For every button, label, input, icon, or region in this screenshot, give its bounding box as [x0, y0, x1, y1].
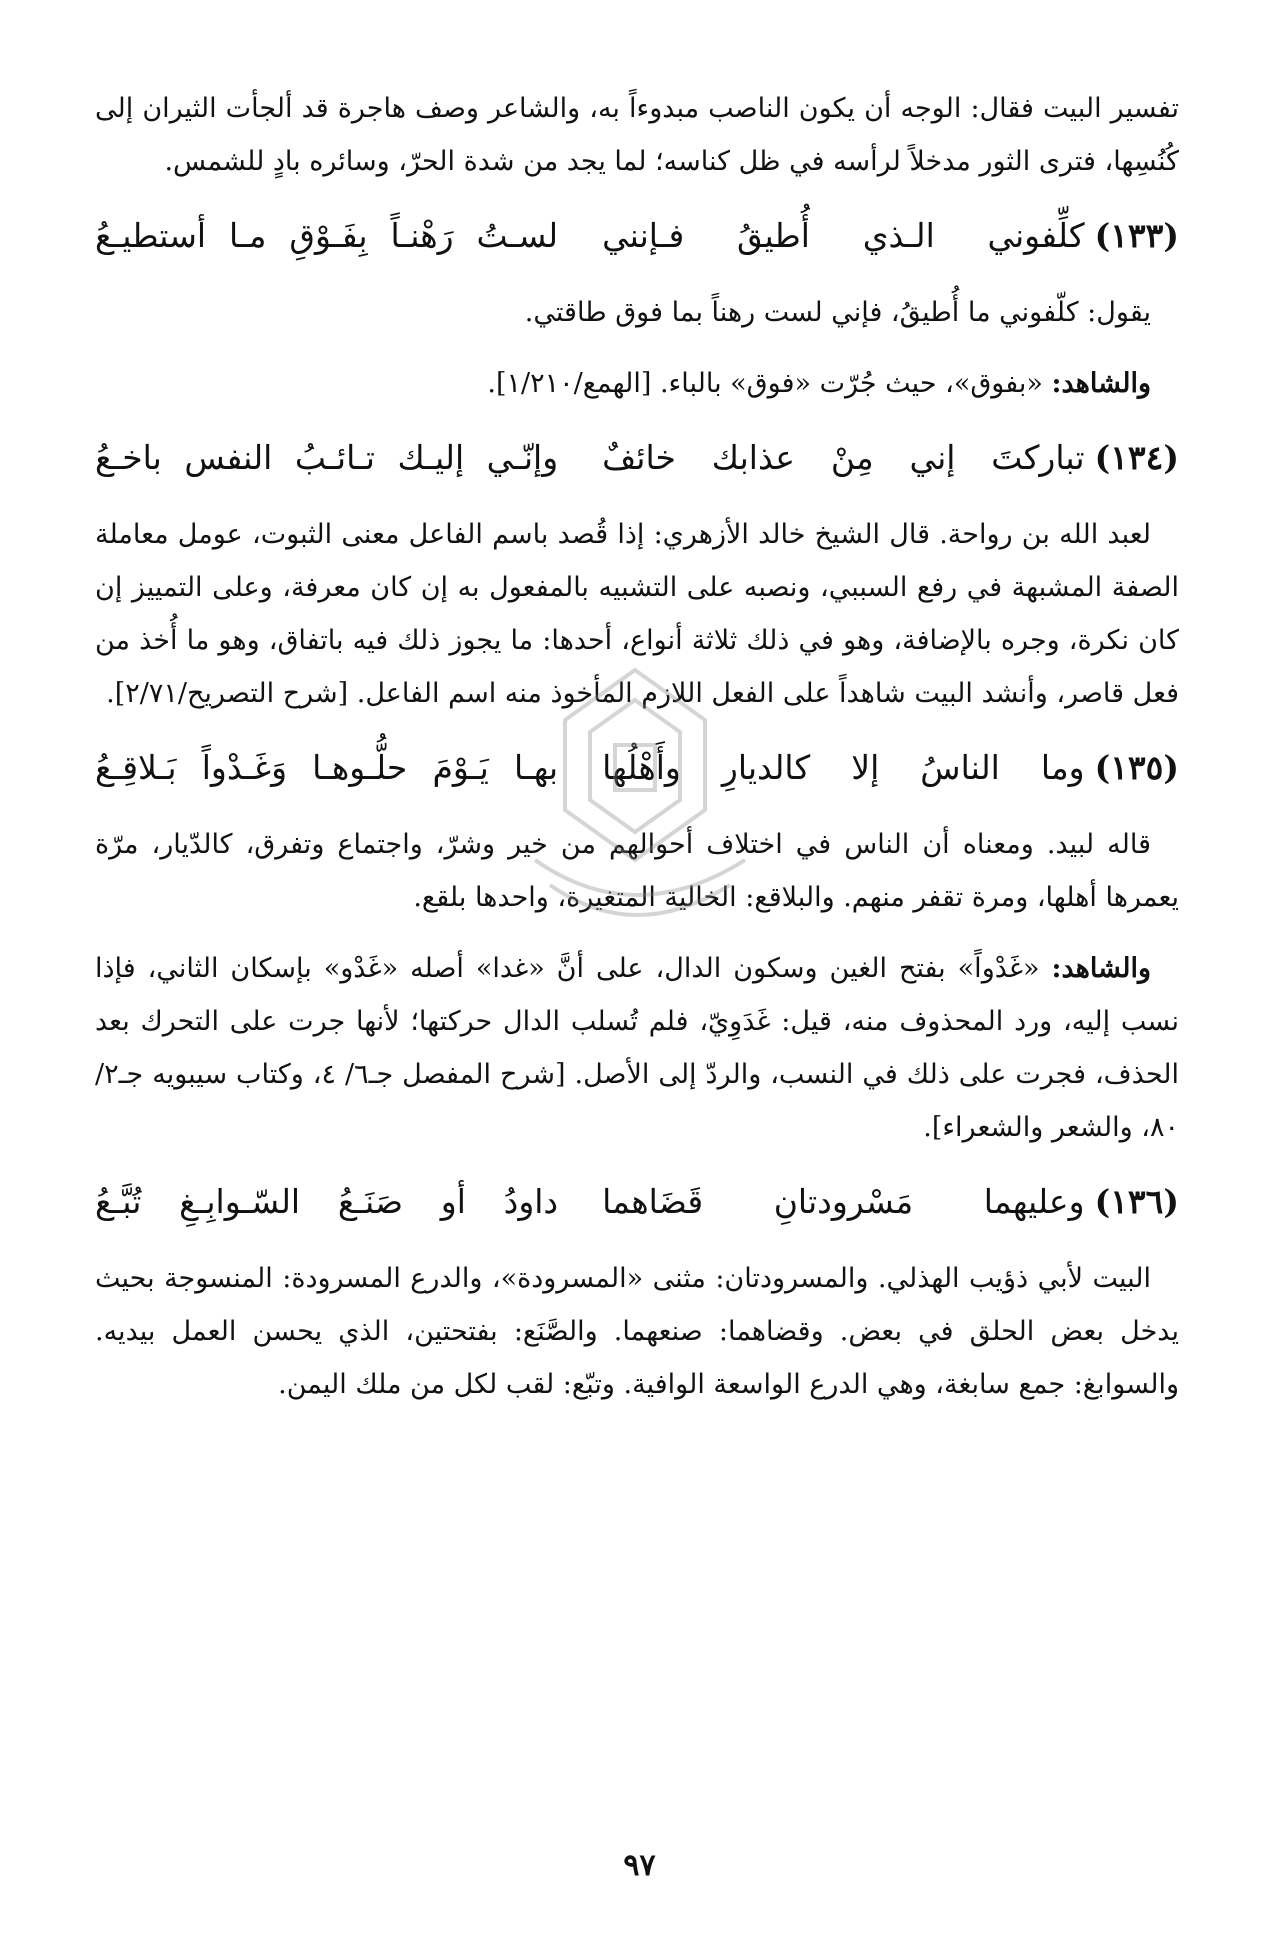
verse-second-hemistich: داودُ أو صَنَـعُ السّـوابِـغِ تُبَّـعُ: [95, 1182, 559, 1221]
shahid-label: والشاهد:: [1051, 368, 1151, 399]
verse-first-hemistich: وعليهما مَسْرودتانِ قَضَاهما: [602, 1182, 1085, 1221]
verse-134: [95, 428, 1179, 490]
verse-first-hemistich: كلِّفوني الـذي أُطيقُ فـإنني: [602, 216, 1085, 255]
paragraph-6: [95, 942, 1179, 1154]
paragraph-1: تفسير البيت فقال: الوجه أن يكون الناصب مبدوءاً به، والشاعر وصف هاجرة قد ألجأت الثيران إلى كُنُسِها، فترى الثور مدخلاً لرأسه في ظل كناسه؛ لما يجد من شدة الحرّ، وسائره بادٍ للشمس.: [95, 93, 1179, 177]
paragraph-text: «بفوق»، حيث جُرّت «فوق» بالباء. [الهمع/١/٢١٠].: [487, 368, 1043, 399]
paragraph-2: يقول: كلّفوني ما أُطيقُ، فإني لست رهناً بما فوق طاقتي.: [524, 297, 1151, 328]
shahid-label: والشاهد:: [1051, 953, 1151, 984]
verse-number: (١٣٤): [1094, 438, 1179, 477]
verse-136: [95, 1172, 1179, 1234]
paragraph-text: «غَدْواً» بفتح الغين وسكون الدال، على أنَّ «غدا» أصله «غَدْو» بإسكان الثاني، فإذا نسب إليه، ورد المحذوف منه، قيل: غَدَوِيّ، فلم تُسلب الدال حركتها؛ لأنها جرت على التحرك بعد الحذف، فجرت على ذلك في النسب، والردّ إلى الأصل. [شرح المفصل جـ٦/ ٤، وكتاب سيبويه جـ٢/ ٨٠، والشعر والشعراء].: [95, 953, 1180, 1143]
verse-number: (١٣٣): [1094, 216, 1179, 255]
paragraph-4: لعبد الله بن رواحة. قال الشيخ خالد الأزهري: إذا قُصد باسم الفاعل معنى الثبوت، عومل معاملة الصفة المشبهة في رفع السببي، ونصبه على التشبيه بالمفعول به إن كان معرفة، وعلى التمييز إن كان نكرة، وجره بالإضافة، وهو في ذلك ثلاثة أنواع، أحدها: ما يجوز ذلك فيه باتفاق، وهو ما أُخذ من فعل قاصر، وأنشد البيت شاهداً على الفعل اللازم المأخوذ منه اسم الفاعل. [شرح التصريح/٢/٧١].: [95, 519, 1179, 709]
verse-number: (١٣٦): [1094, 1182, 1179, 1221]
verse-133: [95, 206, 1179, 268]
verse-first-hemistich: تباركتَ إني مِنْ عذابك خائفٌ: [602, 438, 1085, 477]
verse-second-hemistich: لسـتُ رَهْنـاً بِفَـوْقِ مـا أستطيـعُ: [95, 216, 559, 255]
verse-second-hemistich: وإنّـي إليـك تـائـبُ النفس باخـعُ: [95, 438, 559, 477]
paragraph-3: [95, 357, 1179, 410]
paragraph-5: قاله لبيد. ومعناه أن الناس في اختلاف أحوالهم من خير وشرّ، واجتماع وتفرق، كالدّيار، مرّة يعمرها أهلها، ومرة تقفر منهم. والبلاقع: الخالية المتغيرة، واحدها بلقع.: [95, 829, 1179, 913]
page-body: [95, 82, 1179, 1411]
paragraph-7: البيت لأبي ذؤيب الهذلي. والمسرودتان: مثنى «المسرودة»، والدرع المسرودة: المنسوجة بحيث يدخل بعض الحلق في بعض. وقضاهما: صنعهما. والصَّنَع: بفتحتين، الذي يحسن العمل بيديه. والسوابغ: جمع سابغة، وهي الدرع الواسعة الوافية. وتبّع: لقب لكل من ملك اليمن.: [95, 1263, 1179, 1400]
verse-135: [95, 738, 1179, 800]
page-number: ٩٧: [623, 1848, 656, 1883]
verse-first-hemistich: وما الناسُ إلا كالديارِ وأَهْلُها: [602, 748, 1085, 787]
verse-number: (١٣٥): [1094, 748, 1179, 787]
verse-second-hemistich: بهـا يَـوْمَ حلُّـوهـا وَغَـدْواً بَـلاقِـعُ: [95, 748, 559, 787]
